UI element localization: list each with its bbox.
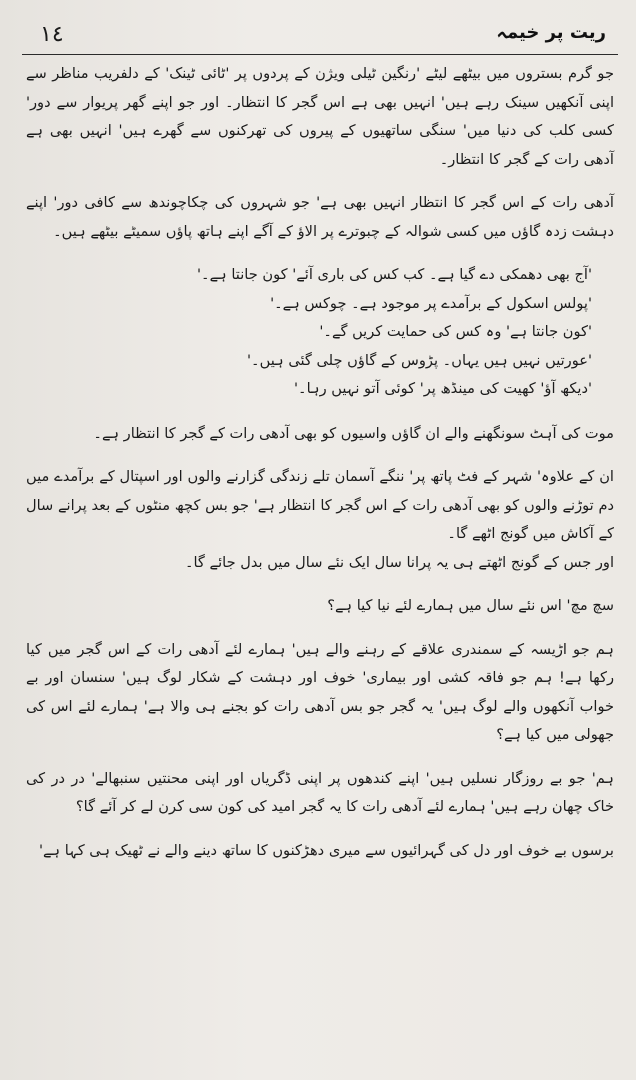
- paragraph-4: ان کے علاوہ' شہر کے فٹ پاتھ پر' ننگے آسمان تلے زندگی گزارنے والوں اور اسپتال کے برآمدے میں دم توڑنے والوں کو بھی آدھی رات کے اس گجر کا انتظار ہے' جو بس کچھ منٹوں کے بعد پرانے سال کے آکاش میں گونج اٹھے گا۔: [26, 468, 614, 542]
- dialogue-line-4: 'عورتیں نہیں ہیں یہاں۔ پڑوس کے گاؤں چلی گئی ہیں۔': [247, 351, 592, 369]
- paragraph-9: برسوں بے خوف اور دل کی گہرائیوں سے میری دھڑکنوں کا ساتھ دینے والے نے ٹھیک ہی کہا ہے': [38, 841, 614, 859]
- header-rule: [22, 54, 618, 55]
- page-header: [0, 18, 636, 52]
- paragraph-5: اور جس کے گونج اٹھتے ہی یہ پرانا سال ایک نئے سال میں بدل جائے گا۔: [184, 553, 614, 571]
- paragraph-3: موت کی آہٹ سونگھنے والے ان گاؤں واسیوں کو بھی آدھی رات کے گجر کا انتظار ہے۔: [93, 424, 614, 442]
- dialogue-line-1: 'آج بھی دھمکی دے گیا ہے۔ کب کس کی باری آئے' کون جانتا ہے۔': [197, 266, 592, 283]
- page-number: ١٤: [40, 22, 64, 47]
- paragraph-6: سچ مچ' اس نئے سال میں ہمارے لئے نیا کیا ہے؟: [327, 597, 614, 614]
- dialogue-line-5: 'دیکھ آؤ' کھیت کی مینڈھ پر' کوئی آتو نہیں رہا۔': [294, 380, 592, 397]
- paragraph-2: آدھی رات کے اس گجر کا انتظار انہیں بھی ہے' جو شہروں کی چکاچوندھ سے کافی دور' اپنے دہشت زدہ گاؤں میں کسی شوالہ کے چبوترے پر الاؤ کے آگے اپنے ہاتھ پاؤں سمیٹے بیٹھے ہیں۔: [26, 194, 614, 240]
- running-title: ریت پر خیمہ: [496, 22, 606, 43]
- dialogue-block: [26, 261, 614, 404]
- paragraph-7: ہم جو اڑیسہ کے سمندری علاقے کے رہنے والے ہیں' ہمارے لئے آدھی رات کے اس گجر میں کیا رکھا ہے! ہم جو فاقہ کشی اور بیماری' خوف اور دہشت کے شکار لوگ ہیں' سنسان اور بے خواب آنکھوں والے لوگ ہیں' یہ گجر جو بس آدھی رات کو بجنے ہی والا ہے' ہمارے لئے اس کی جھولی میں کیا ہے؟: [26, 640, 614, 743]
- paragraph-8: ہم' جو بے روزگار نسلیں ہیں' اپنے کندھوں پر اپنی ڈگریاں اور اپنی محنتیں سنبھالے' در در کی خاک چھان رہے ہیں' ہمارے لئے آدھی رات کا یہ گجر امید کی کون سی کرن لے کر آئے گا؟: [26, 769, 614, 815]
- paragraph-1: جو گرم بستروں میں بیٹھے لیٹے 'رنگین ٹیلی ویژن کے پردوں پر 'ٹائی ٹینک' کے دلفریب مناظر سے اپنی آنکھیں سینک رہے ہیں' انہیں بھی ہے اس گجر کا انتظار۔ اور جو اپنے گھر پریوار سے دور' کسی کلب کی دنیا میں' سنگی ساتھیوں کے پیروں کی تھرکنوں سے گھرے ہیں' انہیں بھی ہے آدھی رات کے گجر کا انتظار۔: [26, 65, 614, 168]
- body-text: [26, 60, 614, 880]
- dialogue-line-3: 'کون جانتا ہے' وہ کس کی حمایت کریں گے۔': [319, 323, 592, 340]
- dialogue-line-2: 'پولس اسکول کے برآمدے پر موجود ہے۔ چوکس ہے۔': [270, 294, 592, 312]
